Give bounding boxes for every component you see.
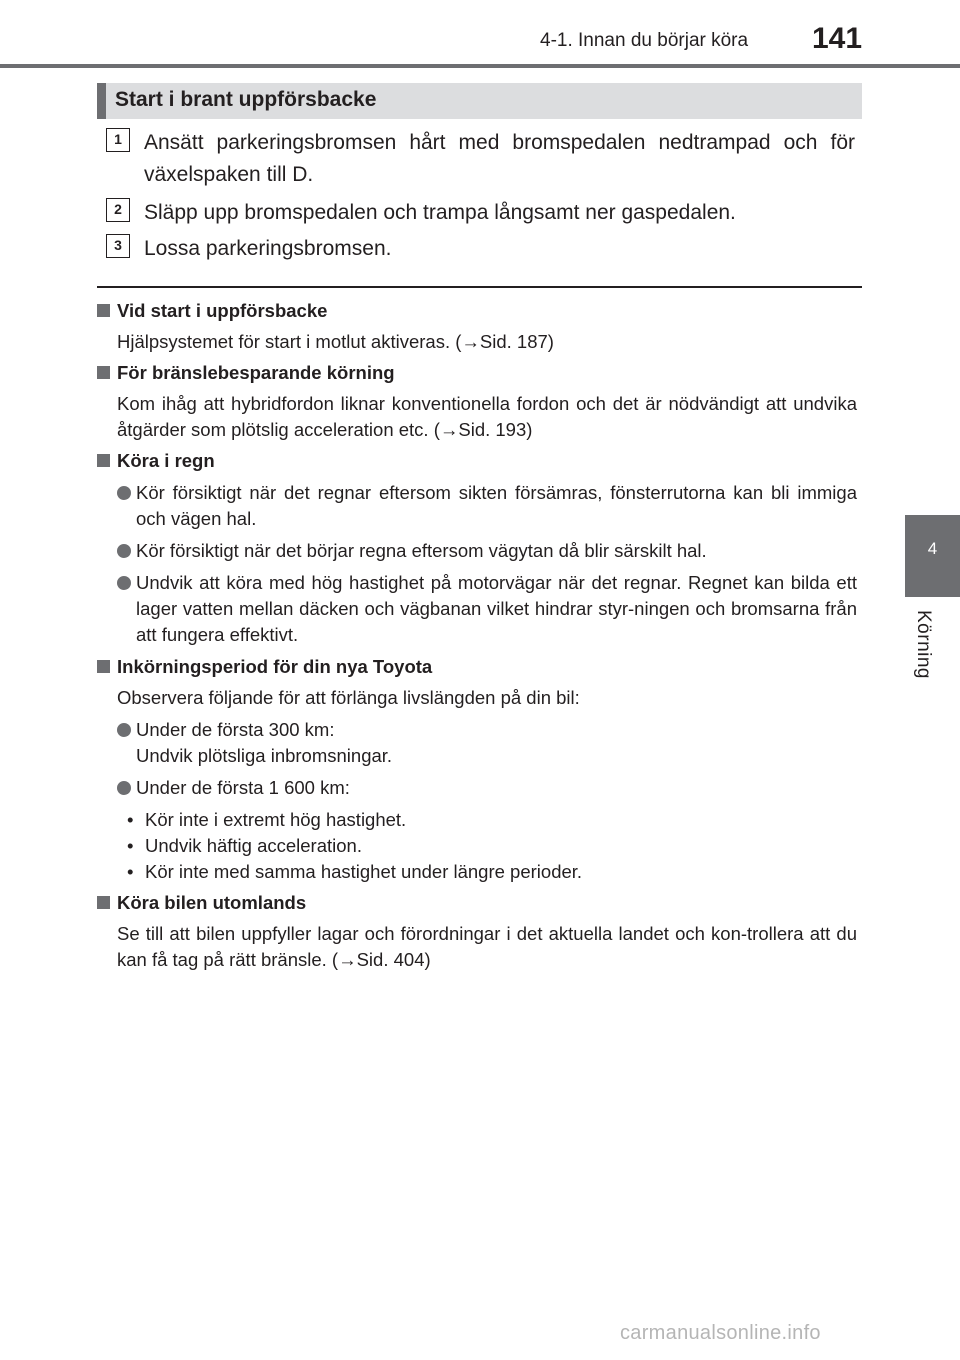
section-heading-bar — [97, 83, 106, 119]
note-economy — [97, 360, 857, 443]
chapter-number: 4 — [927, 539, 938, 558]
step-text-3: Lossa parkeringsbromsen. — [144, 237, 392, 260]
bullet-text: Kör försiktigt när det regnar eftersom sikten försämras, fönsterrutorna kan bli immiga och vägen hal. — [136, 482, 857, 529]
sub-list-text: Kör inte med samma hastighet under längre perioder. — [145, 861, 583, 882]
note-abroad — [97, 890, 857, 973]
circle-bullet-icon — [117, 781, 131, 795]
bullet-text: Under de första 1 600 km: — [136, 777, 350, 798]
list-item — [97, 480, 857, 532]
sub-list-text: Undvik häftig acceleration. — [145, 835, 362, 856]
step-number-1: 1 — [106, 128, 130, 152]
note-text: Se till att bilen uppfyller lagar och förordningar i det aktuella landet och kon-trollera att du kan få tag på rätt bränsle. (→Sid. 404) — [117, 923, 857, 970]
list-item — [97, 717, 857, 769]
chapter-label: Körning — [913, 610, 934, 679]
circle-bullet-icon — [117, 576, 131, 590]
note-text: Observera följande för att förlänga livslängden på din bil: — [117, 687, 580, 708]
square-bullet-icon — [97, 896, 110, 909]
note-title: Köra i regn — [117, 450, 215, 471]
sub-list-item — [127, 833, 857, 859]
circle-bullet-icon — [117, 723, 131, 737]
step-text-2: Släpp upp bromspedalen och trampa långsamt ner gaspedalen. — [144, 201, 736, 224]
notes-content — [97, 293, 857, 976]
step-number-3: 3 — [106, 234, 130, 258]
page-number: 141 — [812, 22, 863, 55]
note-text: Kom ihåg att hybridfordon liknar konventionella fordon och det är nödvändigt att undvika åtgärder som plötslig acceleration etc. (→Sid. 193) — [117, 393, 857, 440]
bullet-text: Undvik att köra med hög hastighet på motorvägar när det regnar. Regnet kan bilda ett lager vatten mellan däcken och vägbanan vilket hindrar styr-ningen och bromsarna från att fungera effektivt. — [136, 572, 857, 645]
dot-bullet-icon: • — [127, 861, 134, 882]
sub-list-item — [127, 807, 857, 833]
watermark: carmanualsonline.info — [620, 1322, 821, 1344]
square-bullet-icon — [97, 454, 110, 467]
note-heading — [97, 890, 857, 916]
note-uphill — [97, 298, 857, 355]
circle-bullet-icon — [117, 486, 131, 500]
circle-bullet-icon — [117, 544, 131, 558]
list-item — [97, 775, 857, 801]
bullet-text: Kör försiktigt när det börjar regna eftersom vägytan då blir särskilt hal. — [136, 540, 707, 561]
note-title: Vid start i uppförsbacke — [117, 300, 328, 321]
sub-list-item — [127, 859, 857, 885]
list-item — [97, 538, 857, 564]
section-divider — [97, 286, 862, 288]
bullet-text: Undvik plötsliga inbromsningar. — [136, 745, 393, 766]
note-rain — [97, 448, 857, 648]
note-heading — [97, 298, 857, 324]
note-heading — [97, 448, 857, 474]
note-heading — [97, 360, 857, 386]
square-bullet-icon — [97, 660, 110, 673]
sub-list-text: Kör inte i extremt hög hastighet. — [145, 809, 407, 830]
step-text-1: Ansätt parkeringsbromsen hårt med bromspedalen nedtrampad och för växelspaken till D. — [144, 131, 855, 186]
note-title: Inkörningsperiod för din nya Toyota — [117, 656, 433, 677]
square-bullet-icon — [97, 304, 110, 317]
bullet-text: Under de första 300 km: — [136, 719, 335, 740]
dot-bullet-icon: • — [127, 809, 134, 830]
header-rule — [0, 64, 960, 68]
step-number-2: 2 — [106, 198, 130, 222]
note-title: För bränslebesparande körning — [117, 362, 395, 383]
note-text: Hjälpsystemet för start i motlut aktiveras. (→Sid. 187) — [117, 331, 554, 352]
section-title: Start i brant uppförsbacke — [115, 88, 377, 111]
square-bullet-icon — [97, 366, 110, 379]
dot-bullet-icon: • — [127, 835, 134, 856]
note-title: Köra bilen utomlands — [117, 892, 307, 913]
section-heading — [97, 83, 862, 119]
note-breakin — [97, 654, 857, 885]
chapter-tab — [905, 515, 960, 597]
section-header: 4-1. Innan du börjar köra — [540, 30, 749, 51]
note-heading — [97, 654, 857, 680]
sub-list — [97, 807, 857, 885]
list-item — [97, 570, 857, 648]
